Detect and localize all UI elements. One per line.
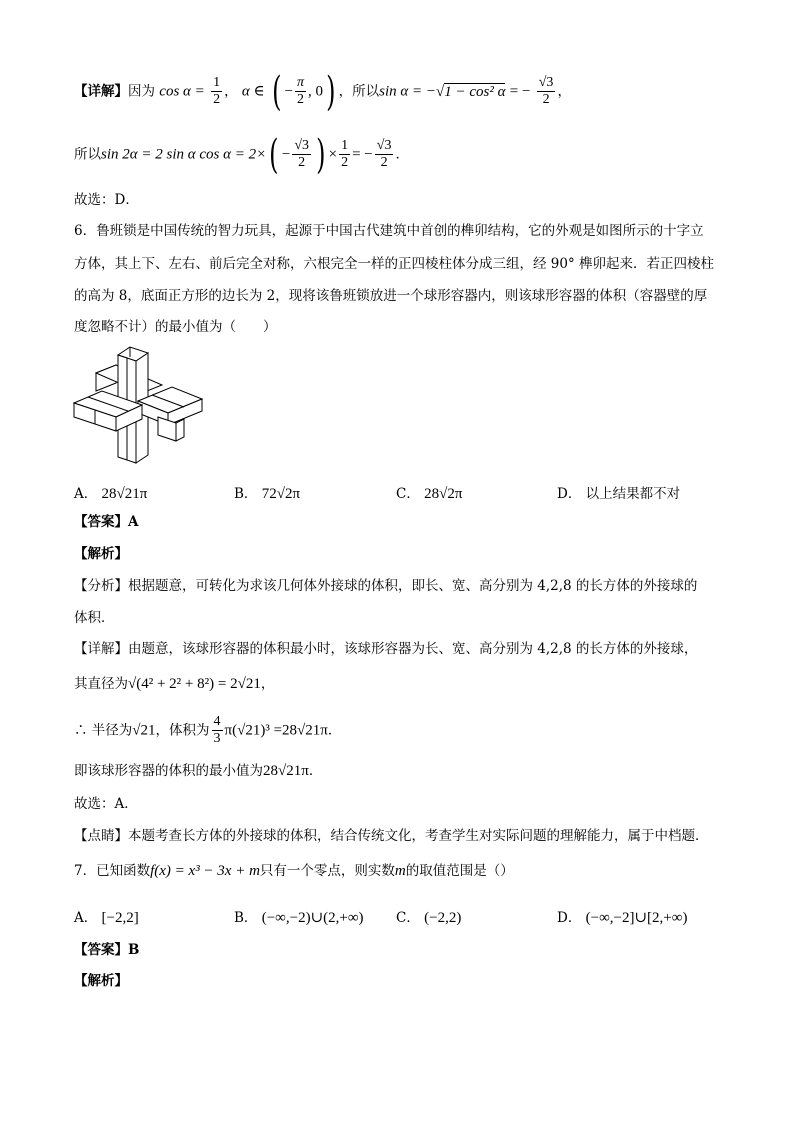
left-paren: ( bbox=[272, 69, 282, 115]
function-expr: f(x) = x³ − 3x + m bbox=[150, 863, 260, 879]
q6-line3: 的高为 8，底面正方形的边长为 2，现将该鲁班锁放进一个球形容器内，则该球形容器的体积（容器壁的厚 bbox=[74, 288, 708, 304]
q7-option-c[interactable]: C． (−2,2) bbox=[396, 910, 462, 926]
fraction-pi-2: $\frac{\pi}{2}$ bbox=[297, 75, 305, 107]
q6-option-a[interactable]: A． 28√21π bbox=[74, 486, 148, 502]
fraction-sqrt3-2: $\frac{√3}{2}$ bbox=[538, 75, 554, 107]
q6-line1: 6．鲁班锁是中国传统的智力玩具，起源于中国古代建筑中首创的榫卯结构，它的外观是如图所示的十字立 bbox=[74, 223, 704, 239]
q6-xiangjie-line1: 【详解】由题意，该球形容器的体积最小时，该球形容器为长、宽、高分别为 4,2,8 的长方体的外接球， bbox=[74, 641, 698, 657]
luban-lock-figure bbox=[72, 345, 212, 470]
q7-option-a[interactable]: A． [−2,2] bbox=[74, 910, 139, 926]
fraction-half: $\frac{1}{2}$ bbox=[213, 75, 221, 107]
q7-option-d[interactable]: D． (−∞,−2]∪[2,+∞) bbox=[557, 910, 688, 926]
q6-fenxi-line1: 【分析】根据题意，可转化为求该几何体外接球的体积，即长、宽、高分别为 4,2,8 的长方体的外接球的 bbox=[74, 578, 698, 594]
q7-answer: 【答案】B bbox=[74, 942, 140, 958]
q6-answer: 【答案】A bbox=[74, 514, 139, 530]
q7-analysis: 【解析】 bbox=[74, 973, 128, 989]
q6-fenxi-line2: 体积． bbox=[74, 610, 115, 626]
alpha-in: α ∈ bbox=[241, 83, 265, 100]
text: 因为 bbox=[128, 83, 155, 100]
q6-option-b[interactable]: B． 72√2π bbox=[234, 486, 301, 502]
q6-option-d[interactable]: D． 以上结果都不对 bbox=[557, 486, 681, 502]
sqrt-expr: √1 − cos² α bbox=[436, 83, 506, 100]
q6-diameter-line: 其直径为√(4² + 2² + 8²) = 2√21， bbox=[74, 676, 275, 692]
q6-radius-line: ∴ 半径为√21，体积为 $\frac{4}{3}$ π(√21)³ =28√21π． bbox=[74, 714, 342, 746]
detail-tag: 【详解】 bbox=[74, 83, 128, 100]
q6-line2: 方体，其上下、左右、前后完全对称，六根完全一样的正四棱柱体分成三组，经 90° 榫卯起来．若正四棱柱 bbox=[74, 256, 715, 272]
q6-min-line: 即该球形容器的体积的最小值为28√21π． bbox=[74, 763, 323, 779]
q6-choose: 故选：A． bbox=[74, 796, 138, 812]
diameter-expr: √(4² + 2² + 8²) = 2√21 bbox=[128, 676, 261, 692]
cos-expr: cos α = bbox=[159, 83, 205, 100]
q6-line4: 度忽略不计）的最小值为（ ） bbox=[74, 319, 277, 335]
fraction-4-3: $\frac{4}{3}$ bbox=[213, 714, 221, 746]
q6-option-c[interactable]: C． 28√2π bbox=[396, 486, 463, 502]
q7-line1: 7．已知函数f(x) = x³ − 3x + m只有一个零点，则实数m的取值范围是（） bbox=[74, 863, 514, 879]
q5-line2: 所以sin 2α = 2 sin α cos α = 2×( − $\frac{√3}{2}$ ) × $\frac{1}{2}$ = − $\frac{√3}{2}$ ． bbox=[74, 132, 409, 178]
sin-expr: sin α = − bbox=[379, 83, 436, 100]
q5-answer: 故选：D． bbox=[74, 192, 139, 208]
q6-analysis: 【解析】 bbox=[74, 546, 128, 562]
q7-option-b[interactable]: B． (−∞,−2)∪(2,+∞) bbox=[234, 910, 364, 926]
q5-detail-line: 【详解】因为 cos α = $\frac{1}{2}$ ， α ∈ ( − $\frac{\pi}{2}$ , 0) ，所以sin α = −√1 − cos² α = − $\frac{√3}{2}$ ， bbox=[74, 69, 571, 115]
q6-comment: 【点睛】本题考查长方体的外接球的体积，结合传统文化，考查学生对实际问题的理解能力，属于中档题． bbox=[74, 828, 709, 844]
